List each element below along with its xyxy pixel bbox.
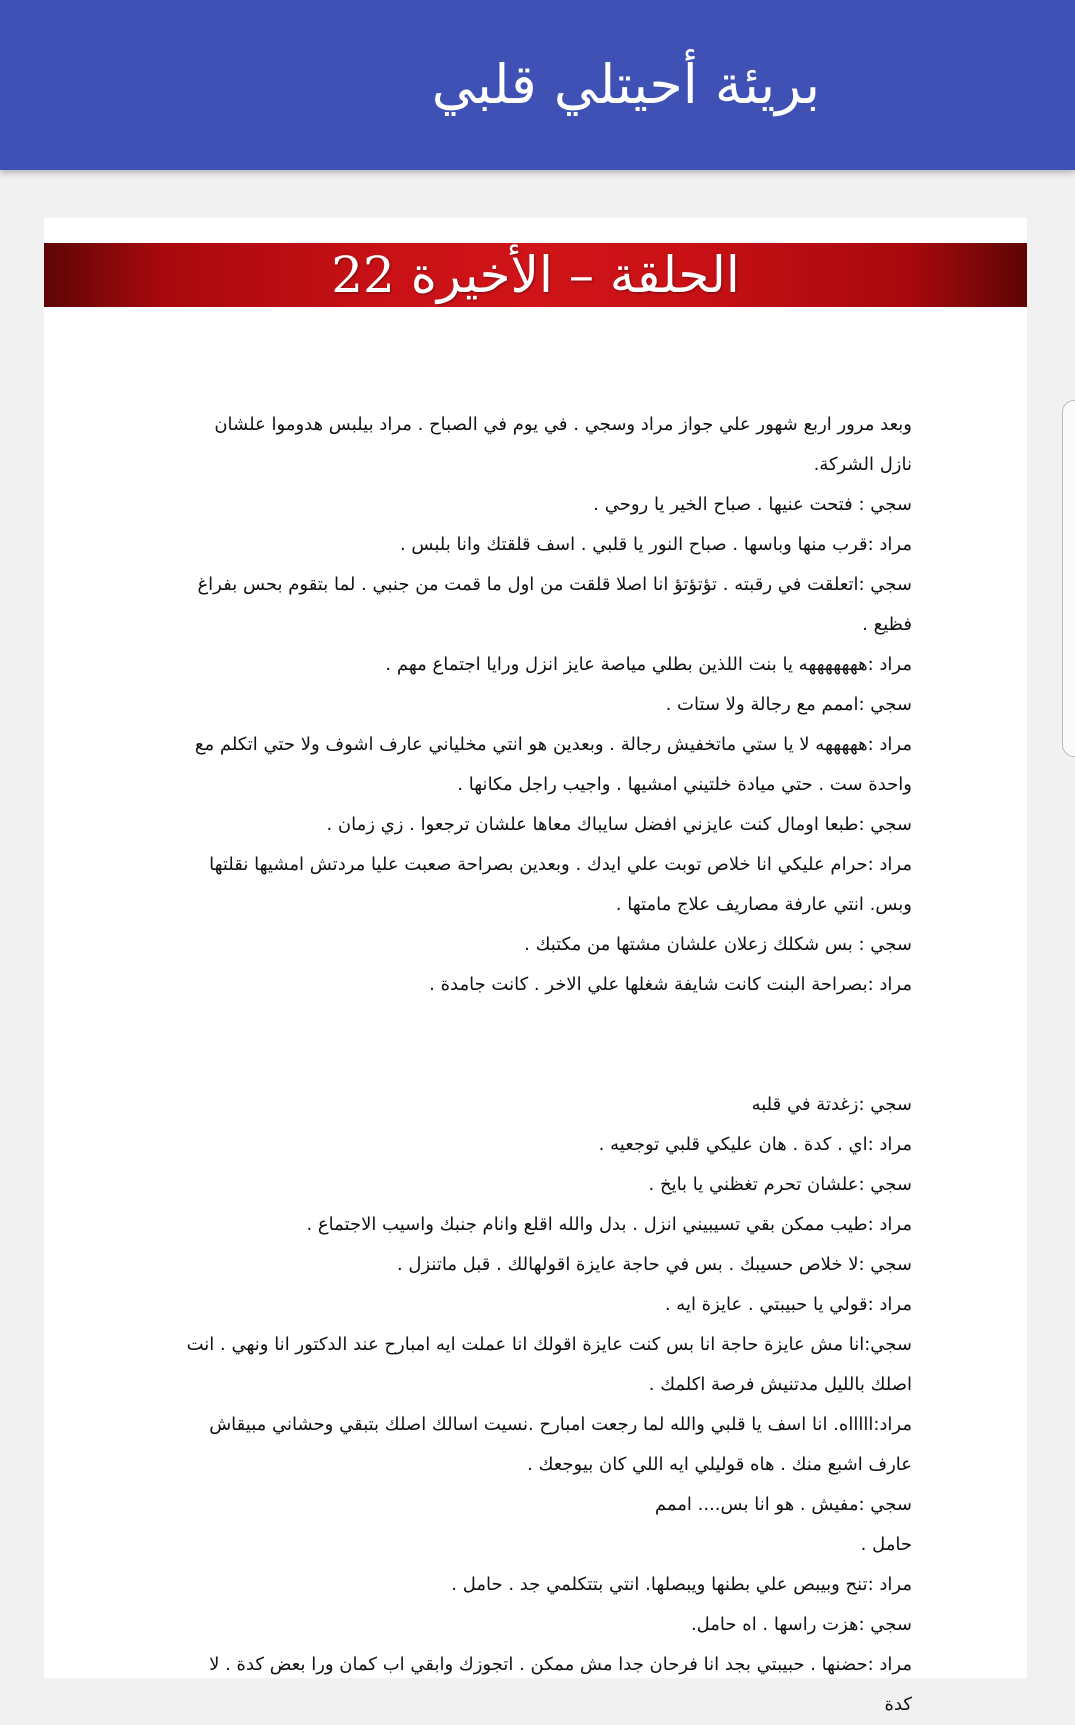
story-paragraph: سجي :زغدتة في قلبه: [751, 1094, 912, 1115]
story-paragraph: مراد :هههههههه يا بنت اللذين بطلي مياصة عايز انزل ورايا اجتماع مهم .: [385, 654, 912, 675]
story-paragraph: مراد :بصراحة البنت كانت شايفة شغلها علي الاخر . كانت جامدة .: [429, 974, 912, 995]
chapter-banner-title: الحلقة – الأخيرة 22: [331, 246, 740, 304]
story-paragraph: سجي :طبعا اومال كنت عايزني افضل سايباك معاها علشان ترجعوا . زي زمان .: [326, 814, 912, 835]
story-paragraph: مراد :هههههه لا يا ستي ماتخفيش رجالة . وبعدين هو انتي مخلياني عارف اشوف ولا حتي اتكلم مع واحدة ست . حتي ميادة خلتيني امشيها . واجيب راجل مكانها .: [194, 734, 912, 795]
story-paragraph: وبعد مرور اربع شهور علي جواز مراد وسجي . في يوم في الصباح . مراد بيلبس هدوموا علشان نازل الشركة.: [214, 414, 912, 475]
story-paragraph: مراد :قرب منها وباسها . صباح النور يا قلبي . اسف قلقتك وانا بلبس .: [399, 534, 912, 555]
story-paragraph: حامل .: [860, 1534, 912, 1555]
chapter-banner: [44, 243, 1027, 307]
story-paragraph: سجي :اممم مع رجالة ولا ستات .: [665, 694, 912, 715]
story-paragraph: مراد :اي . كدة . هان عليكي قلبي توجعيه .: [598, 1134, 912, 1155]
story-paragraph: مراد :تنح وبيبص علي بطنها ويبصلها. انتي بتتكلمي جد . حامل .: [451, 1574, 912, 1595]
story-paragraph: سجي :مفيش . هو انا بس.... اممم: [654, 1494, 912, 1515]
story-paragraph: سجي : بس شكلك زعلان علشان مشتها من مكتبك .: [524, 934, 912, 955]
app-title: بريئة أحيتلي قلبي: [431, 53, 820, 116]
app-bar: [0, 0, 1075, 170]
chapter-card: [44, 218, 1027, 1715]
story-paragraph: مراد :حضنها . حبيبتي بجد انا فرحان جدا مش ممكن . اتجوزك وابقي اب كمان ورا بعض كدة . لا كدة: [209, 1654, 912, 1715]
story-paragraph: سجي : فتحت عنيها . صباح الخير يا روحي .: [593, 494, 912, 515]
story-paragraph: سجي :هزت راسها . اه حامل.: [690, 1614, 912, 1635]
story-paragraph: سجي :علشان تحرم تغظني يا بايخ .: [648, 1174, 912, 1195]
story-paragraph: مراد :حرام عليكي انا خلاص توبت علي ايدك . وبعدين بصراحة صعبت عليا مردتش امشيها نقلتها وبس. انتي عارفة مصاريف علاج مامتها .: [209, 854, 912, 915]
story-paragraph: مراد:اااااه. انا اسف يا قلبي والله لما رجعت امبارح .نسيت اسالك اصلك بتبقي وحشاني مبيقاش عارف اشبع منك . هاه قوليلي ايه اللي كان بيوجعك .: [209, 1414, 912, 1475]
story-paragraph: مراد :طيب ممكن بقي تسيبيني انزل . بدل والله اقلع وانام جنبك واسيب الاجتماع .: [306, 1214, 912, 1235]
edge-scroll-handle[interactable]: [1062, 400, 1075, 757]
story-paragraph: سجي :لا خلاص حسيبك . بس في حاجة عايزة اقولهالك . قبل ماتنزل .: [396, 1254, 912, 1275]
story-paragraph: مراد :قولي يا حبيبتي . عايزة ايه .: [664, 1294, 912, 1315]
paragraph-gap: [182, 1005, 912, 1085]
story-paragraph: سجي :اتعلقت في رقبته . تؤتؤتؤ انا اصلا قلقت من اول ما قمت من جنبي . لما بتقوم بحس بفراغ فظيع .: [197, 574, 912, 635]
story-text: [182, 405, 912, 1725]
story-paragraph: سجي:انا مش عايزة حاجة انا بس كنت عايزة اقولك انا عملت ايه امبارح عند الدكتور انا ونهي . انت اصلك بالليل مدتنيش فرصة اكلمك .: [186, 1334, 912, 1395]
